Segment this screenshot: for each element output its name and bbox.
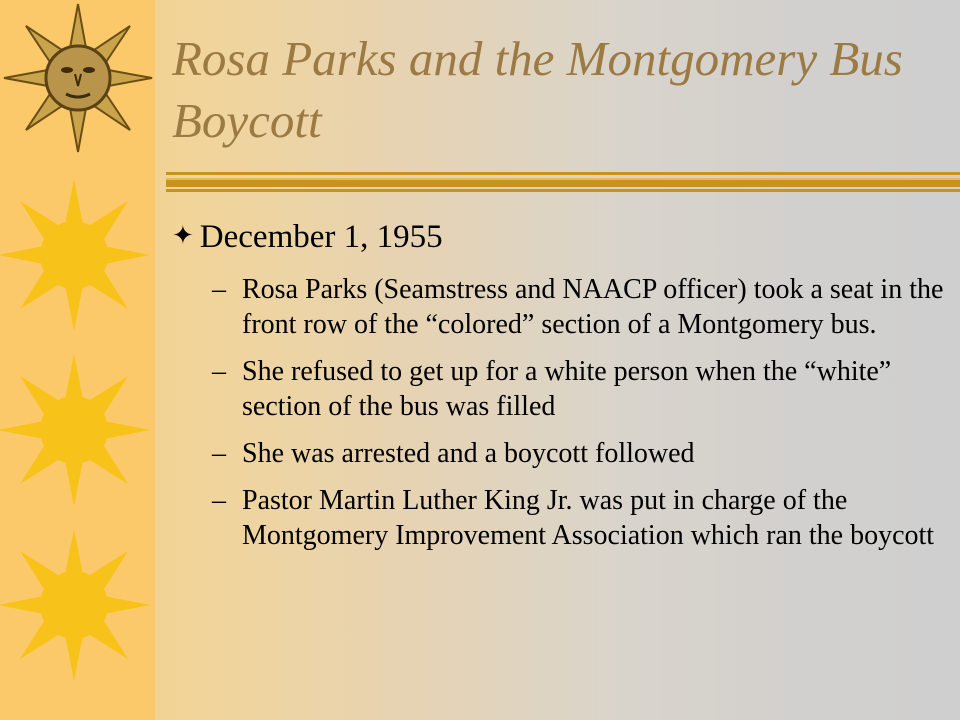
sub-bullet xyxy=(212,354,952,424)
sun-decoration xyxy=(0,0,155,720)
title-divider xyxy=(166,170,960,194)
sub-bullet xyxy=(212,436,952,471)
sun-face-icon xyxy=(4,4,152,152)
sub-bullet-list xyxy=(212,272,952,565)
four-point-star-icon: ✦ xyxy=(172,221,194,250)
dash-marker: – xyxy=(212,485,226,516)
sun-icon xyxy=(0,354,150,506)
sub-bullet xyxy=(212,272,952,342)
sun-icon xyxy=(0,529,150,681)
sub-bullet xyxy=(212,483,952,553)
main-bullet-text: December 1, 1955 xyxy=(199,219,443,255)
sub-bullet-text: She was arrested and a boycott followed xyxy=(242,438,695,469)
slide-title: Rosa Parks and the Montgomery Bus Boycott xyxy=(172,31,903,148)
main-bullet xyxy=(172,214,942,259)
dash-marker: – xyxy=(212,274,226,305)
sub-bullet-text: Rosa Parks (Seamstress and NAACP officer) took a seat in the front row of the “colored” section of a Montgomery bus. xyxy=(242,274,944,340)
dash-marker: – xyxy=(212,438,226,469)
sub-bullet-text: Pastor Martin Luther King Jr. was put in charge of the Montgomery Improvement Association which ran the boycott xyxy=(242,485,935,551)
dash-marker: – xyxy=(212,356,226,387)
sub-bullet-text: She refused to get up for a white person when the “white” section of the bus was filled xyxy=(242,356,892,422)
sun-icon xyxy=(0,179,150,331)
